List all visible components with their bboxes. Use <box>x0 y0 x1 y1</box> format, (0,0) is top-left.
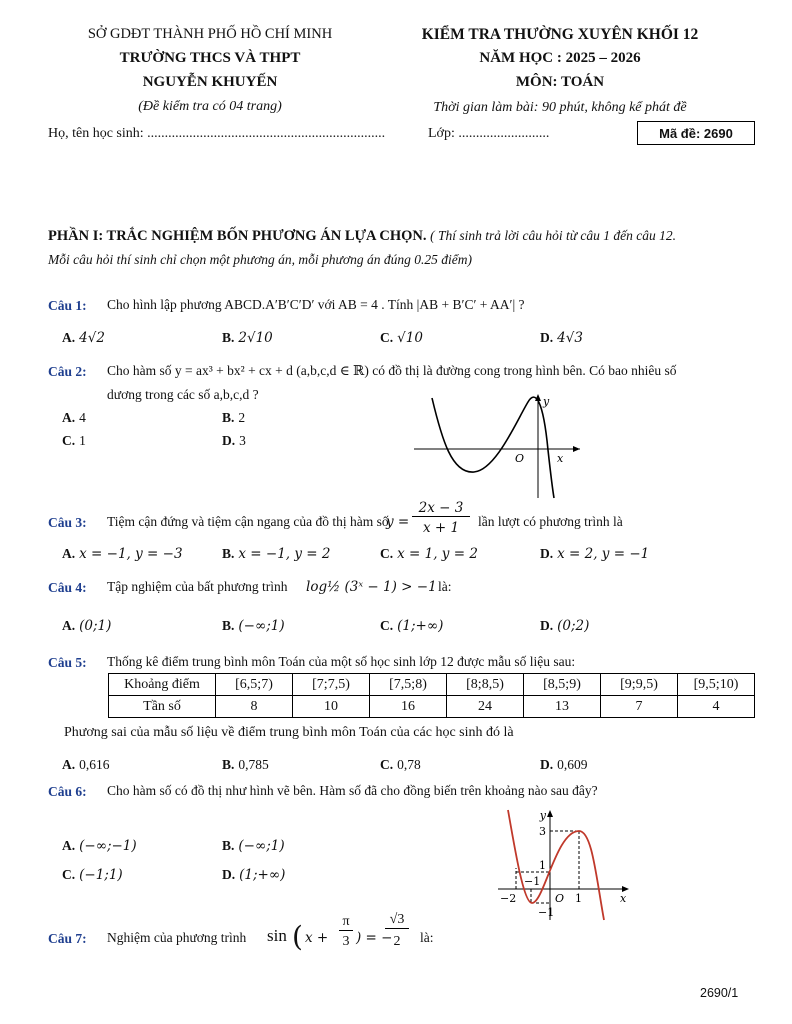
exam-code-box <box>637 121 755 145</box>
q4-option-a[interactable]: A. (0;1) <box>62 618 112 634</box>
table-cell: [7,5;8) <box>370 674 447 696</box>
q7-equals: ) = − <box>356 930 393 946</box>
subject: MÔN: TOÁN <box>515 74 605 90</box>
q3-option-a[interactable]: A. x = −1, y = −3 <box>62 546 183 562</box>
q7-sqrt3: √3 <box>385 912 409 929</box>
table-row <box>109 674 755 696</box>
table-cell: [9;9,5) <box>601 674 678 696</box>
section-heading <box>48 228 768 245</box>
q1-option-b[interactable]: B. 2√10 <box>222 330 273 346</box>
school-line-2: NGUYỄN KHUYẾN <box>142 74 278 90</box>
q6-label: Câu 6: <box>48 784 87 799</box>
q7-sin: sin <box>267 926 287 945</box>
q6-tick-ym1: −1 <box>538 906 555 919</box>
q2-label: Câu 2: <box>48 364 87 379</box>
q5-text: Thống kê điểm trung bình môn Toán của một số học sinh lớp 12 được mẫu số liệu sau: <box>107 654 576 669</box>
q1-option-d[interactable]: D. 4√3 <box>540 330 583 346</box>
q1-option-c[interactable]: C. √10 <box>380 330 423 346</box>
q6-option-b[interactable]: B. (−∞;1) <box>222 838 285 854</box>
pages-note: (Đề kiểm tra có 04 trang) <box>138 99 282 114</box>
class-field: Lớp: .......................... <box>428 126 550 141</box>
q5-option-b[interactable]: B. 0,785 <box>222 757 269 772</box>
table-header-cell: Tần số <box>109 696 216 718</box>
q4-option-c[interactable]: C. (1;+∞) <box>380 618 444 634</box>
q2-option-b[interactable]: B. 2 <box>222 410 246 425</box>
q2-curve <box>432 397 554 498</box>
q2-x-label: x <box>557 452 564 465</box>
table-cell: 4 <box>678 696 755 718</box>
table-header-cell: Khoảng điểm <box>109 674 216 696</box>
q6-option-a[interactable]: A. (−∞;−1) <box>62 838 137 854</box>
q2-origin-label: O <box>515 452 525 465</box>
q5-option-c[interactable]: C. 0,78 <box>380 757 421 772</box>
q2-x-arrow <box>573 446 580 452</box>
q4-text: Tập nghiệm của bất phương trình <box>107 579 288 594</box>
q7-text-after: là: <box>420 930 434 945</box>
q3-frac-den: x + 1 <box>422 520 460 536</box>
table-cell: 8 <box>216 696 293 718</box>
q3-option-b[interactable]: B. x = −1, y = 2 <box>222 546 331 562</box>
q4-expression: log½ (3ˣ − 1) > −1 <box>306 579 437 595</box>
q6-function-graph <box>494 806 632 922</box>
table-cell: [6,5;7) <box>216 674 293 696</box>
table-cell: 24 <box>447 696 524 718</box>
table-cell: [7;7,5) <box>293 674 370 696</box>
table-cell: [8;8,5) <box>447 674 524 696</box>
q5-label: Câu 5: <box>48 655 87 670</box>
q2-option-c[interactable]: C. 1 <box>62 433 86 448</box>
q7-three: 3 <box>342 934 350 949</box>
q5-frequency-table <box>108 673 755 718</box>
q7-label: Câu 7: <box>48 931 87 946</box>
q2-option-d[interactable]: D. 3 <box>222 433 246 448</box>
time-limit: Thời gian làm bài: 90 phút, không kể phát đề <box>433 100 687 115</box>
q4-text-after: là: <box>438 579 452 594</box>
table-cell: 10 <box>293 696 370 718</box>
q7-two: 2 <box>393 934 401 949</box>
q3-option-d[interactable]: D. x = 2, y = −1 <box>540 546 650 562</box>
q5-text-2: Phương sai của mẫu số liệu về điểm trung bình môn Toán của các học sinh đó là <box>64 725 514 740</box>
table-cell: 13 <box>524 696 601 718</box>
q4-option-d[interactable]: D. (0;2) <box>540 618 590 634</box>
school-year: NĂM HỌC : 2025 – 2026 <box>479 50 641 66</box>
q6-option-c[interactable]: C. (−1;1) <box>62 867 123 883</box>
q1-text: Cho hình lập phương ABCD.A′B′C′D′ với AB = 4 . Tính |AB + B′C′ + AA′| ? <box>107 297 525 312</box>
q6-tick-xm1: −1 <box>524 875 541 888</box>
q1-label: Câu 1: <box>48 298 87 313</box>
q6-option-d[interactable]: D. (1;+∞) <box>222 867 286 883</box>
table-row <box>109 696 755 718</box>
q3-text-after: lần lượt có phương trình là <box>478 514 623 529</box>
q3-option-c[interactable]: C. x = 1, y = 2 <box>380 546 478 562</box>
q4-label: Câu 4: <box>48 580 87 595</box>
section-note-2: Mỗi câu hỏi thí sinh chỉ chọn một phương án, mỗi phương án đúng 0.25 điểm) <box>48 252 472 267</box>
student-name-field: Họ, tên học sinh: .................................................................... <box>48 126 386 141</box>
q6-tick-1: 1 <box>539 859 546 872</box>
q4-option-b[interactable]: B. (−∞;1) <box>222 618 285 634</box>
table-cell: [8,5;9) <box>524 674 601 696</box>
q1-option-a[interactable]: A. 4√2 <box>62 330 105 346</box>
q3-y-eq: y = <box>386 514 410 530</box>
q2-text: Cho hàm số y = ax³ + bx² + cx + d (a,b,c,d ∈ ℝ) có đồ thị là đường cong trong hình bên. Có bao nhiêu số <box>107 363 677 378</box>
q2-option-a[interactable]: A. 4 <box>62 410 86 425</box>
q6-tick-3: 3 <box>539 825 546 838</box>
q7-x-plus: x + <box>305 930 329 946</box>
q6-tick-x1: 1 <box>575 892 582 905</box>
q6-text: Cho hàm số có đồ thị như hình vẽ bên. Hàm số đã cho đồng biến trên khoảng nào sau đây? <box>107 783 598 798</box>
q2-y-label: y <box>543 395 550 408</box>
school-line-1: TRƯỜNG THCS VÀ THPT <box>119 50 301 66</box>
q5-option-a[interactable]: A. 0,616 <box>62 757 110 772</box>
q6-origin-label: O <box>555 892 565 905</box>
section-note-1: ( Thí sinh trả lời câu hỏi từ câu 1 đến câu 12. <box>430 228 677 243</box>
q2-cubic-graph <box>412 390 582 500</box>
q7-text: Nghiệm của phương trình <box>107 930 247 945</box>
q2-text-2: dương trong các số a,b,c,d ? <box>107 387 259 402</box>
exam-title: KIỂM TRA THƯỜNG XUYÊN KHỐI 12 <box>421 26 699 43</box>
q7-paren-open: ( <box>292 920 303 953</box>
q7-pi: π <box>339 914 353 931</box>
q6-tick-xm2: −2 <box>500 892 517 905</box>
q6-x-label: x <box>620 892 627 905</box>
page-number: 2690/1 <box>700 986 739 1000</box>
q5-option-d[interactable]: D. 0,609 <box>540 757 588 772</box>
q3-text: Tiệm cận đứng và tiệm cận ngang của đồ thị hàm số <box>107 514 389 529</box>
table-cell: 16 <box>370 696 447 718</box>
section-title: PHẦN I: TRẮC NGHIỆM BỐN PHƯƠNG ÁN LỰA CHỌN. <box>48 228 427 244</box>
table-cell: 7 <box>601 696 678 718</box>
q3-frac-num: 2x − 3 <box>412 500 470 517</box>
q3-label: Câu 3: <box>48 515 87 530</box>
table-cell: [9,5;10) <box>678 674 755 696</box>
q6-y-label: y <box>539 809 546 822</box>
department: SỞ GDĐT THÀNH PHỐ HỒ CHÍ MINH <box>87 26 333 42</box>
q6-y-arrow <box>547 810 553 817</box>
exam-code: Mã đề: 2690 <box>659 125 733 141</box>
